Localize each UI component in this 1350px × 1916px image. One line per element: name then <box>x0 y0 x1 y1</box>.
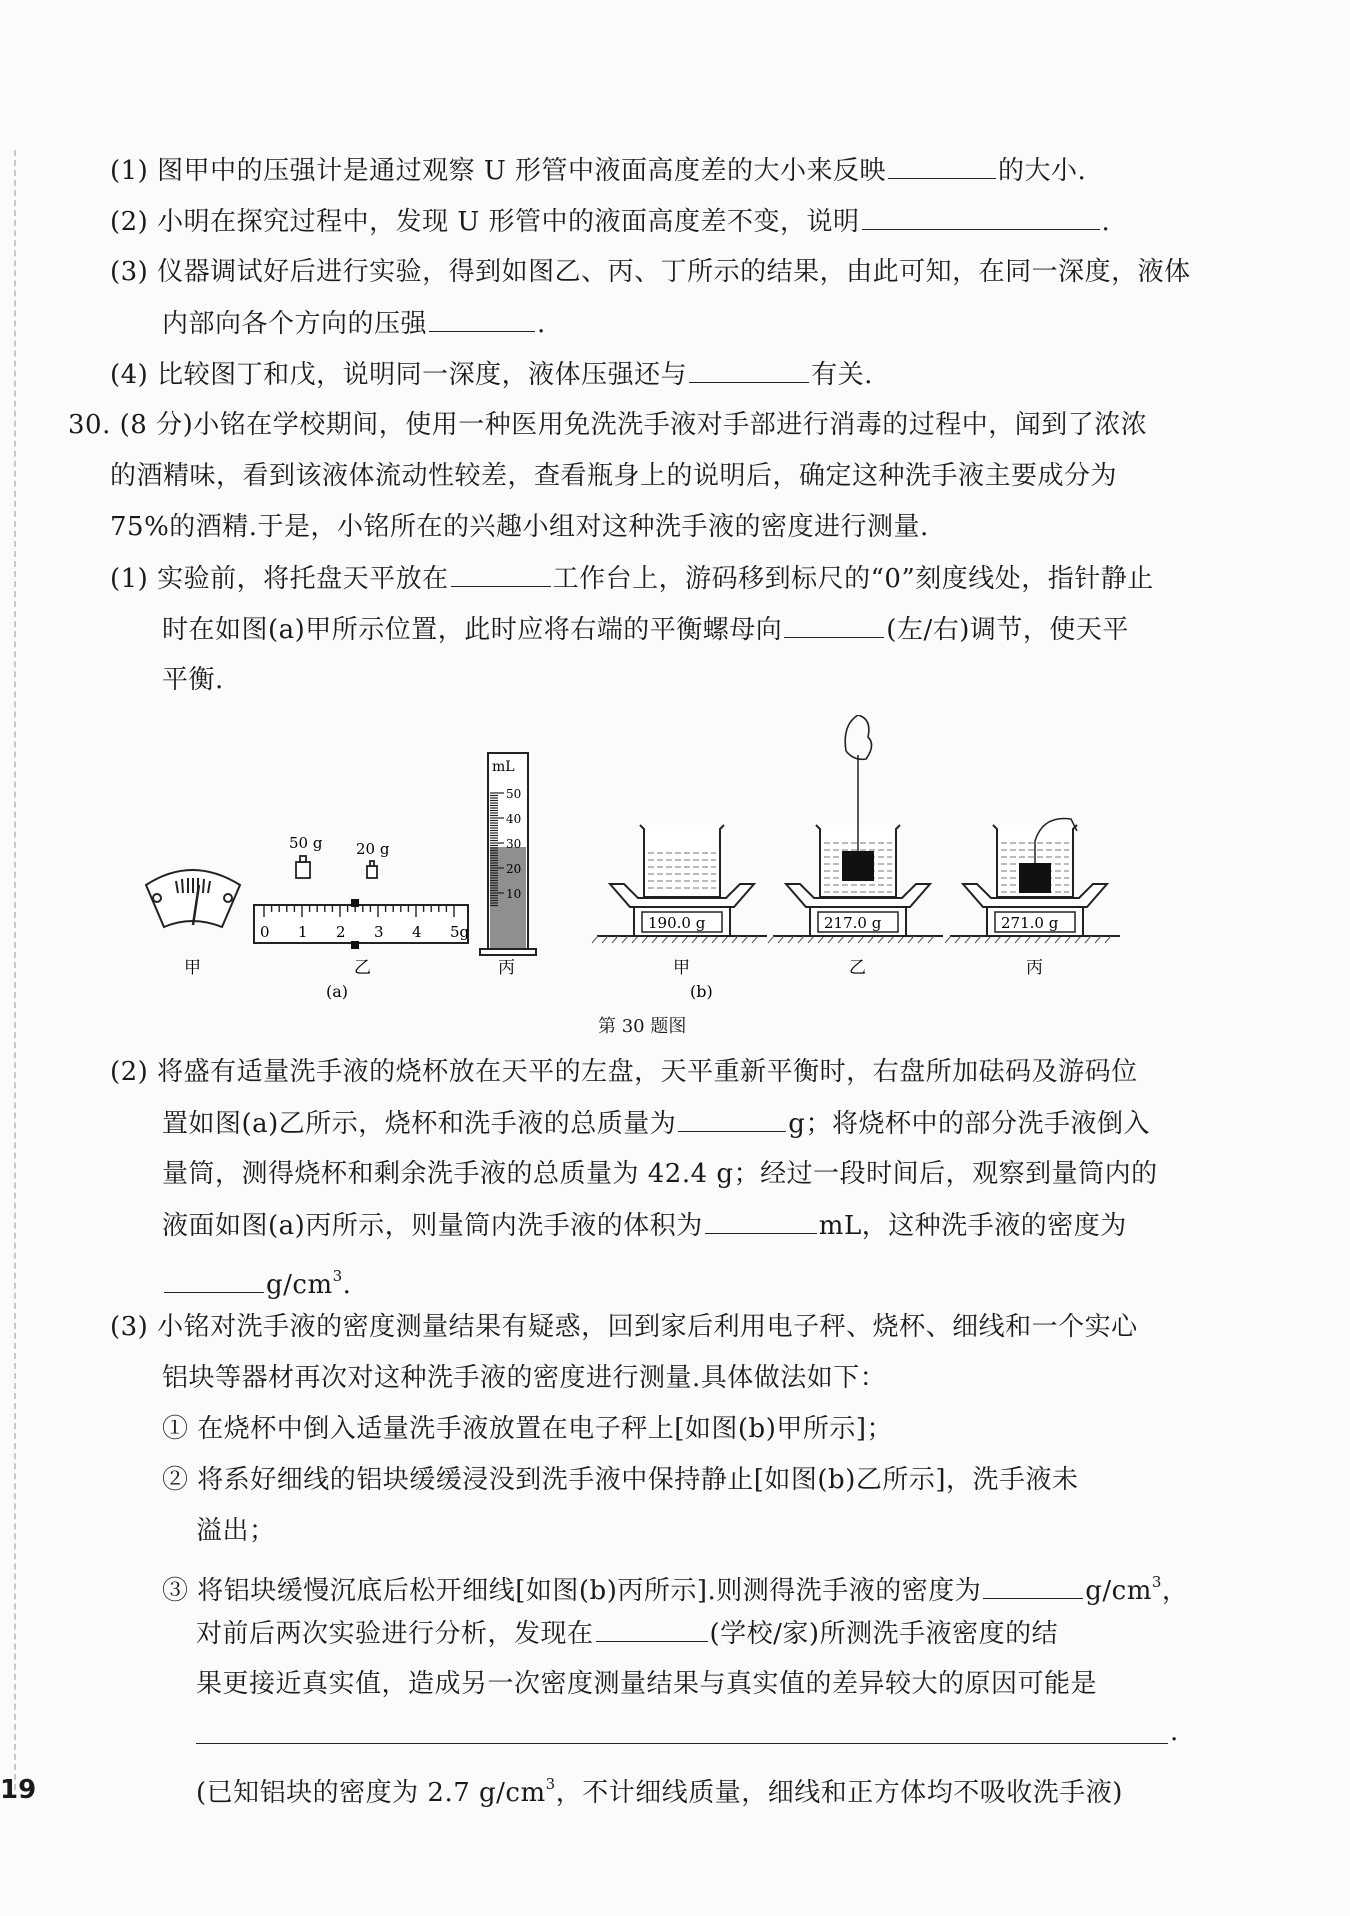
ground-hatch <box>928 936 934 943</box>
ground-hatch <box>838 936 844 943</box>
ground-hatch <box>818 936 824 943</box>
answer-blank[interactable] <box>983 1570 1083 1599</box>
page-number: 19 <box>0 1775 37 1805</box>
label-bing-a: 丙 <box>498 958 515 978</box>
scale-setup <box>592 825 767 978</box>
text: g/cm <box>1085 1576 1152 1606</box>
figure-30 <box>130 715 1150 1035</box>
aluminum-block <box>1019 863 1051 893</box>
text: 工作台上，游码移到标尺的“0”刻度线处，指针静止 <box>552 564 1154 594</box>
superscript: 3 <box>545 1775 556 1793</box>
text: 置如图(a)乙所示，烧杯和洗手液的总质量为 <box>162 1109 677 1139</box>
scale-tick-label: 0 <box>260 923 270 941</box>
ground-hatch <box>858 936 864 943</box>
text: mL，这种洗手液的密度为 <box>818 1211 1127 1241</box>
ground-hatch <box>1095 936 1101 943</box>
q30-part1-cont <box>162 609 1129 650</box>
text: . <box>537 309 546 339</box>
q30-part2-line2 <box>162 1103 1150 1144</box>
q29-part3 <box>110 252 1191 292</box>
q30-step3 <box>162 1562 1188 1611</box>
label-a: (a) <box>326 982 349 1001</box>
ground-hatch <box>732 936 738 943</box>
label-b: (b) <box>690 982 713 1001</box>
electronic-scales <box>592 715 1120 978</box>
ground-hatch <box>888 936 894 943</box>
scale-tick-label: 2 <box>336 923 346 941</box>
q30-stem-line3: 75%的酒精.于是，小铭所在的兴趣小组对这种洗手液的密度进行测量. <box>110 512 929 542</box>
q29-part4 <box>110 354 873 395</box>
cylinder-tick-label: 10 <box>506 887 522 901</box>
text: (学校/家)所测洗手液密度的结 <box>709 1619 1059 1649</box>
beaker <box>640 825 724 897</box>
ground-hatch <box>828 936 834 943</box>
q30-stem-line1: 30. (8 分)小铭在学校期间，使用一种医用免洗洗手液对手部进行消毒的过程中，闻到了浓浓 <box>68 410 1148 440</box>
q30-part2: (2) 将盛有适量洗手液的烧杯放在天平的左盘，天平重新平衡时，右盘所加砝码及游码位 <box>110 1057 1138 1087</box>
cylinder-unit: mL <box>492 759 515 775</box>
ground-hatch <box>722 936 728 943</box>
answer-blank[interactable] <box>705 1205 817 1234</box>
text: g/cm <box>266 1270 333 1300</box>
ground-hatch <box>752 936 758 943</box>
q30-part3-line2: 铝块等器材再次对这种洗手液的密度进行测量.具体做法如下： <box>162 1363 887 1393</box>
text: 时在如图(a)甲所示位置，此时应将右端的平衡螺母向 <box>162 615 783 645</box>
label-yi-a: 乙 <box>354 958 371 978</box>
cylinder-tick-label: 30 <box>506 837 522 851</box>
q29-part1 <box>110 150 1086 191</box>
ground-hatch <box>878 936 884 943</box>
text: (1) 图甲中的压强计是通过观察 U 形管中液面高度差的大小来反映 <box>110 156 887 186</box>
text: (2) 小明在探究过程中，发现 U 形管中的液面高度差不变，说明 <box>110 207 860 237</box>
weight-20-label: 20 g <box>356 840 390 858</box>
scale-label: 甲 <box>673 958 690 978</box>
ground-hatch <box>1085 936 1091 943</box>
ground-hatch <box>1015 936 1021 943</box>
ground-hatch <box>682 936 688 943</box>
ground-hatch <box>1025 936 1031 943</box>
ground-hatch <box>868 936 874 943</box>
q30-step3-line2 <box>196 1613 1058 1654</box>
q30-stem-line2: 的酒精味，看到该液体流动性较差，查看瓶身上的说明后，确定这种洗手液主要成分为 <box>110 461 1118 491</box>
ground-hatch <box>652 936 658 943</box>
answer-blank[interactable] <box>596 1613 708 1642</box>
text: 液面如图(a)丙所示，则量筒内洗手液的体积为 <box>162 1211 703 1241</box>
answer-blank[interactable] <box>689 354 809 383</box>
ground-hatch <box>702 936 708 943</box>
scale-reading: 217.0 g <box>824 914 882 932</box>
q29-part3-cont <box>162 303 546 344</box>
ground-hatch <box>995 936 1001 943</box>
ground-hatch <box>788 936 794 943</box>
ground-hatch <box>768 936 774 943</box>
ground-hatch <box>985 936 991 943</box>
answer-line-long[interactable] <box>196 1743 1168 1744</box>
text: . <box>1101 207 1111 237</box>
ground-hatch <box>602 936 608 943</box>
q30-part2-line5 <box>162 1256 351 1305</box>
text: 对前后两次实验进行分析，发现在 <box>196 1619 594 1649</box>
ground-hatch <box>808 936 814 943</box>
scale-reading: 271.0 g <box>1001 914 1059 932</box>
ground-hatch <box>632 936 638 943</box>
cylinder-tick-label: 50 <box>506 787 522 801</box>
superscript: 3 <box>1151 1573 1162 1591</box>
weights <box>296 856 377 878</box>
weight-50-label: 50 g <box>289 834 323 852</box>
ground-hatch <box>908 936 914 943</box>
q30-step3-end: . <box>1170 1717 1179 1747</box>
q30-part3: (3) 小铭对洗手液的密度测量结果有疑惑，回到家后利用电子秤、烧杯、细线和一个实心 <box>110 1312 1138 1342</box>
scale-reading: 190.0 g <box>648 914 706 932</box>
aluminum-block <box>842 851 874 881</box>
q30-part2-line3: 量筒，测得烧杯和剩余洗手液的总质量为 42.4 g；经过一段时间后，观察到量筒内的 <box>162 1159 1158 1189</box>
ground-hatch <box>1035 936 1041 943</box>
ground-hatch <box>898 936 904 943</box>
q30-part2-line4 <box>162 1205 1127 1246</box>
q30-step2-cont: 溢出； <box>196 1516 276 1546</box>
rider-top <box>351 899 359 907</box>
ground-hatch <box>662 936 668 943</box>
q30-part1 <box>110 558 1154 599</box>
cylinder-tick-label: 40 <box>506 812 522 826</box>
ground-hatch <box>612 936 618 943</box>
balance-dial <box>146 870 240 927</box>
text: (4) 比较图丁和戊，说明同一深度，液体压强还与 <box>110 360 688 390</box>
scale-label: 丙 <box>1026 958 1043 978</box>
ground-hatch <box>592 936 598 943</box>
ground-hatch <box>1055 936 1061 943</box>
answer-blank[interactable] <box>429 303 535 332</box>
ground-hatch <box>622 936 628 943</box>
q29-part2 <box>110 201 1110 242</box>
q30-step3-line3: 果更接近真实值，造成另一次密度测量结果与真实值的差异较大的原因可能是 <box>196 1669 1098 1699</box>
answer-blank[interactable] <box>888 150 996 179</box>
text: . <box>342 1270 352 1300</box>
binding-margin-rule <box>14 150 16 1790</box>
text: ， <box>1161 1576 1189 1606</box>
text: ③ 将铝块缓慢沉底后松开细线[如图(b)丙所示].则测得洗手液的密度为 <box>162 1576 982 1606</box>
answer-blank[interactable] <box>862 201 1100 230</box>
ground-hatch <box>945 936 951 943</box>
text: 的大小. <box>998 156 1087 186</box>
answer-blank[interactable] <box>451 558 551 587</box>
text: (1) 实验前，将托盘天平放在 <box>110 564 449 594</box>
scale-tick-label: 5g <box>450 923 470 941</box>
text: ，不计细线质量，细线和正方体均不吸收洗手液) <box>555 1778 1123 1808</box>
q30-step2: ② 将系好细线的铝块缓缓浸没到洗手液中保持静止[如图(b)乙所示]，洗手液未 <box>162 1465 1079 1495</box>
ground-hatch <box>778 936 784 943</box>
text: (已知铝块的密度为 2.7 g/cm <box>196 1778 546 1808</box>
ground-hatch <box>975 936 981 943</box>
text: g；将烧杯中的部分洗手液倒入 <box>788 1109 1150 1139</box>
q30-part1-end: 平衡. <box>162 665 224 695</box>
text: 内部向各个方向的压强 <box>162 309 428 339</box>
answer-blank[interactable] <box>784 609 884 638</box>
text: 有关. <box>811 360 873 390</box>
superscript: 3 <box>332 1267 343 1285</box>
hand-outline <box>845 715 871 759</box>
rider-bottom <box>351 941 359 949</box>
ground-hatch <box>1075 936 1081 943</box>
ground-hatch <box>742 936 748 943</box>
ground-hatch <box>918 936 924 943</box>
label-jia-a: 甲 <box>184 958 201 978</box>
ground-hatch <box>848 936 854 943</box>
scale-setup <box>945 818 1120 978</box>
answer-blank[interactable] <box>678 1103 786 1132</box>
scale-setup <box>768 715 943 978</box>
q30-step1: ① 在烧杯中倒入适量洗手液放置在电子秤上[如图(b)甲所示]； <box>162 1414 893 1444</box>
text: (左/右)调节，使天平 <box>886 615 1129 645</box>
q30-note <box>196 1764 1123 1813</box>
ground-hatch <box>1065 936 1071 943</box>
scale-tick-label: 4 <box>412 923 422 941</box>
cylinder-base <box>480 949 536 955</box>
scale-label: 乙 <box>849 958 866 978</box>
scale-tick-label: 3 <box>374 923 384 941</box>
ground-hatch <box>1005 936 1011 943</box>
ground-hatch <box>1045 936 1051 943</box>
ground-hatch <box>798 936 804 943</box>
text: (3) 仪器调试好后进行实验，得到如图乙、丙、丁所示的结果，由此可知，在同一深度，液体 <box>110 257 1191 287</box>
figure-caption: 第 30 题图 <box>598 1016 687 1037</box>
ground-hatch <box>672 936 678 943</box>
scale-tick-label: 1 <box>298 923 308 941</box>
ground-hatch <box>1105 936 1111 943</box>
answer-blank[interactable] <box>164 1264 264 1293</box>
ground-hatch <box>965 936 971 943</box>
ground-hatch <box>642 936 648 943</box>
ground-hatch <box>955 936 961 943</box>
cylinder-tick-label: 20 <box>506 862 522 876</box>
ground-hatch <box>692 936 698 943</box>
ground-hatch <box>712 936 718 943</box>
